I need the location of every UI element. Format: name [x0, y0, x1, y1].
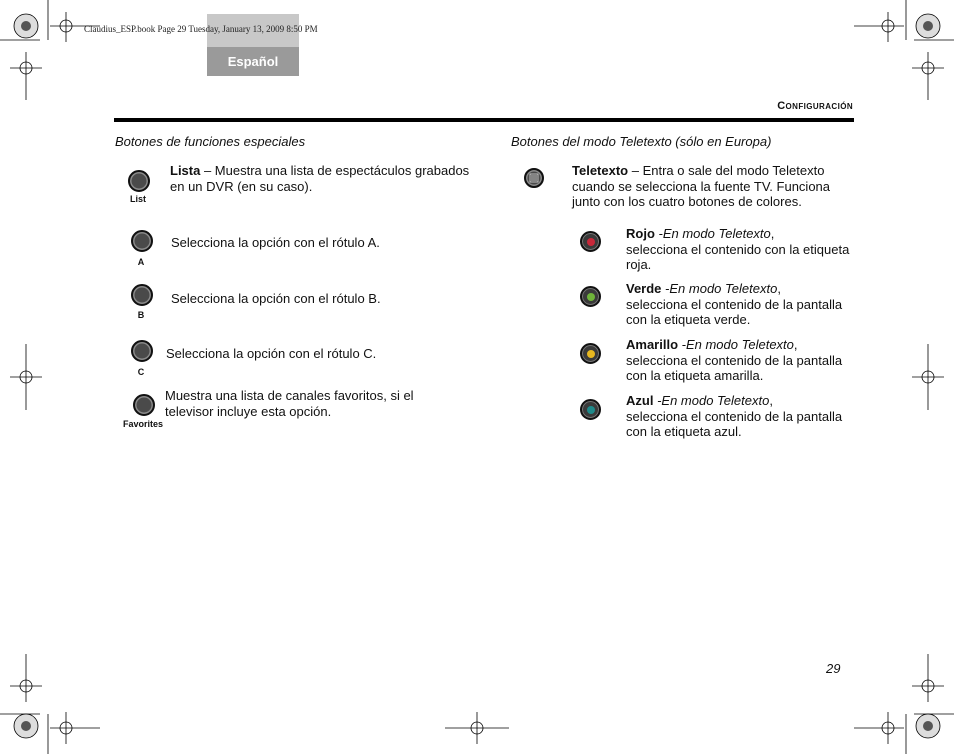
green-text: selecciona el contenido de la pantalla con la etiqueta verde. — [626, 296, 843, 327]
green-comma: , — [777, 281, 781, 296]
green-title: Verde — [626, 281, 662, 296]
green-mode: -En modo Teletexto — [665, 281, 778, 296]
yellow-text: selecciona el contenido de la pantalla con la etiqueta amarilla. — [626, 352, 843, 383]
red-mode: -En modo Teletexto — [658, 226, 771, 241]
a-button-label: A — [137, 257, 145, 267]
c-description: Selecciona la opción con el rótulo C. — [166, 346, 377, 361]
right-heading: Botones del modo Teletexto (sólo en Europa) — [511, 134, 772, 149]
yellow-title: Amarillo — [626, 337, 679, 352]
b-description: Selecciona la opción con el rótulo B. — [171, 291, 381, 306]
blue-title: Azul — [626, 393, 654, 408]
blue-comma: , — [769, 393, 773, 408]
list-text: – Muestra una lista de espectáculos grabados en un DVR (en su caso). — [170, 163, 470, 194]
favorites-button-label: Favorites — [122, 419, 164, 429]
language-tab: Español — [207, 47, 299, 76]
teletext-title: Teletexto — [572, 163, 629, 178]
teletext-text: – Entra o sale del modo Teletexto cuando se selecciona la fuente TV. Funciona junto con los cuatro botones de colores. — [572, 163, 831, 209]
file-info: Claudius_ESP.book Page 29 Tuesday, January 13, 2009 8:50 PM — [84, 24, 318, 34]
list-title: Lista — [170, 163, 201, 178]
yellow-comma: , — [793, 337, 798, 352]
section-title: Configuración — [777, 100, 853, 112]
favorites-description: Muestra una lista de canales favoritos, si el televisor incluye esta opción. — [165, 388, 414, 419]
red-comma: , — [770, 226, 775, 241]
registration-mark — [10, 12, 944, 744]
red-title: Rojo — [626, 226, 655, 241]
b-button-label: B — [137, 310, 145, 320]
c-button-label: C — [137, 367, 145, 377]
red-text: selecciona el contenido con la etiqueta roja. — [626, 241, 850, 272]
blue-mode: -En modo Teletexto — [657, 393, 770, 408]
a-description: Selecciona la opción con el rótulo A. — [171, 235, 380, 250]
yellow-mode: -En modo Teletexto — [681, 337, 794, 352]
page-number: 29 — [826, 661, 841, 676]
list-button-label: List — [129, 194, 146, 204]
left-heading: Botones de funciones especiales — [115, 134, 306, 149]
blue-text: selecciona el contenido de la pantalla con la etiqueta azul. — [626, 408, 843, 439]
star-target-marks — [14, 14, 940, 738]
